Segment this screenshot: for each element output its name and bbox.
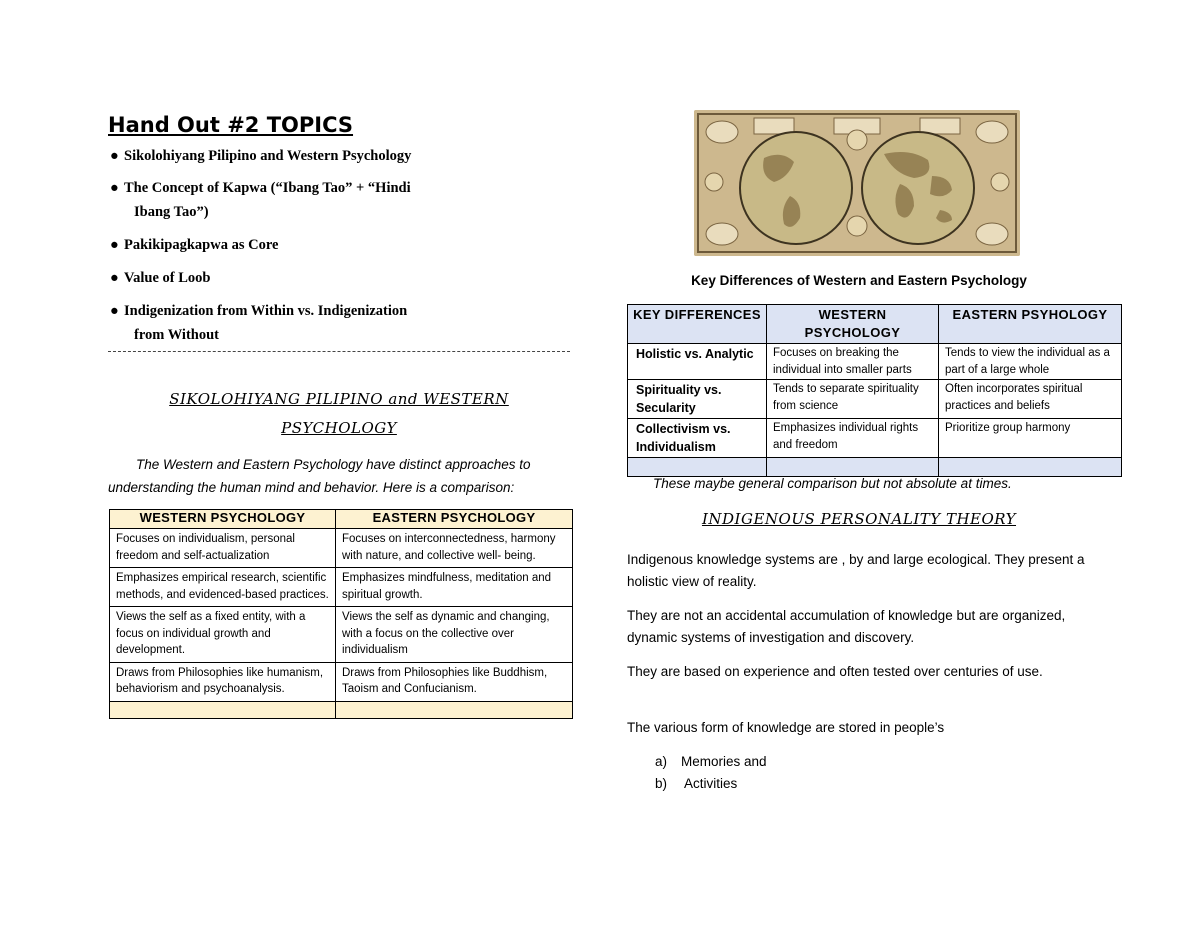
table-header-row — [628, 305, 1122, 344]
table-header-row — [110, 510, 573, 529]
table-cell: Prioritize group harmony — [939, 419, 1122, 458]
table-cell-empty — [628, 458, 767, 477]
table-row — [110, 607, 573, 663]
section-title — [108, 385, 570, 443]
table-row-empty — [628, 458, 1122, 477]
table-cell-empty — [767, 458, 939, 477]
key-differences-table — [627, 304, 1122, 477]
topic-item — [110, 266, 450, 290]
comparison-table — [109, 509, 573, 719]
bullet-icon: ● — [110, 303, 119, 319]
topic-item — [110, 233, 450, 257]
table-cell: Views the self as a fixed entity, with a focus on individual growth and development. — [110, 607, 336, 663]
bullet-icon: ● — [110, 270, 119, 286]
list-marker: b) — [655, 776, 668, 791]
table-row-empty — [110, 701, 573, 718]
world-map-illustration — [694, 110, 1020, 256]
table-header-cell: EASTERN PSYHOLOGY — [939, 305, 1122, 344]
topic-text: The Concept of Kapwa (“Ibang Tao” + “Hindi — [124, 180, 411, 196]
table-header-cell: KEY DIFFERENCES — [628, 305, 767, 344]
table-row — [110, 529, 573, 568]
table-cell: Draws from Philosophies like humanism, behaviorism and psychoanalysis. — [110, 662, 336, 701]
table-header-cell: WESTERN PSYCHOLOGY — [767, 305, 939, 344]
table-cell: Often incorporates spiritual practices and beliefs — [939, 380, 1122, 419]
section-title: INDIGENOUS PERSONALITY THEORY — [701, 510, 1017, 528]
table-cell-empty — [939, 458, 1122, 477]
topic-text: Pakikipagkapwa as Core — [124, 237, 279, 253]
table-cell: Emphasizes mindfulness, meditation and spiritual growth. — [336, 568, 573, 607]
list-item — [655, 776, 737, 791]
list-item-text: Activities — [681, 776, 738, 791]
list-marker: a) — [655, 754, 668, 769]
key-differences-title: Key Differences of Western and Eastern Psychology — [691, 273, 1027, 288]
bullet-icon: ● — [110, 148, 119, 164]
table-cell-empty — [110, 701, 336, 718]
body-paragraph: They are not an accidental accumulation of knowledge but are organized, dynamic systems of investigation and discovery. — [627, 608, 1066, 645]
topic-text-continued: Ibang Tao”) — [134, 204, 209, 220]
section-title-line: SIKOLOHIYANG PILIPINO and WESTERN — [169, 390, 509, 408]
topic-item — [110, 299, 450, 347]
list-item — [655, 754, 767, 769]
table-cell: Focuses on individualism, personal freedom and self-actualization — [110, 529, 336, 568]
table-header-cell: WESTERN PSYCHOLOGY — [110, 510, 336, 529]
table-cell: Draws from Philosophies like Buddhism, Taoism and Confucianism. — [336, 662, 573, 701]
bullet-icon: ● — [110, 180, 119, 196]
table-cell-empty — [336, 701, 573, 718]
dashed-divider — [108, 351, 570, 352]
topic-item — [110, 144, 450, 168]
table-cell: Emphasizes individual rights and freedom — [767, 419, 939, 458]
table-row — [628, 380, 1122, 419]
body-paragraph: Indigenous knowledge systems are , by and large ecological. They present a holistic view of reality. — [627, 552, 1085, 589]
topic-item — [110, 176, 450, 224]
topic-text: Indigenization from Within vs. Indigenization — [124, 303, 408, 319]
topic-text: Value of Loob — [124, 270, 211, 286]
body-paragraph: The various form of knowledge are stored in people’s — [627, 720, 945, 735]
table-cell: Views the self as dynamic and changing, with a focus on the collective over individualism — [336, 607, 573, 663]
intro-text: The Western and Eastern Psychology have distinct approaches to understanding the human mind and behavior. Here is a comparison: — [108, 457, 531, 495]
table-cell: Emphasizes empirical research, scientific methods, and evidenced-based practices. — [110, 568, 336, 607]
table-cell: Focuses on interconnectedness, harmony with nature, and collective well- being. — [336, 529, 573, 568]
table-row-header: Holistic vs. Analytic — [628, 344, 767, 380]
table-row — [628, 344, 1122, 380]
table-row-header: Collectivism vs. Individualism — [628, 419, 767, 458]
table-note: These maybe general comparison but not absolute at times. — [653, 476, 1012, 491]
table-row — [110, 662, 573, 701]
world-map-image — [694, 110, 1020, 256]
list-item-text: Memories and — [681, 754, 767, 769]
intro-paragraph — [108, 453, 578, 499]
table-header-cell: EASTERN PSYCHOLOGY — [336, 510, 573, 529]
table-row — [628, 419, 1122, 458]
table-row — [110, 568, 573, 607]
bullet-icon: ● — [110, 237, 119, 253]
topic-text-continued: from Without — [134, 327, 219, 343]
handout-title: Hand Out #2 TOPICS — [108, 113, 354, 137]
body-paragraph: They are based on experience and often tested over centuries of use. — [627, 664, 1043, 679]
table-cell: Tends to separate spirituality from science — [767, 380, 939, 419]
table-row-header: Spirituality vs. Secularity — [628, 380, 767, 419]
section-title-line: PSYCHOLOGY — [281, 419, 397, 437]
topic-text: Sikolohiyang Pilipino and Western Psychology — [124, 148, 412, 164]
table-cell: Focuses on breaking the individual into smaller parts — [767, 344, 939, 380]
table-cell: Tends to view the individual as a part of a large whole — [939, 344, 1122, 380]
